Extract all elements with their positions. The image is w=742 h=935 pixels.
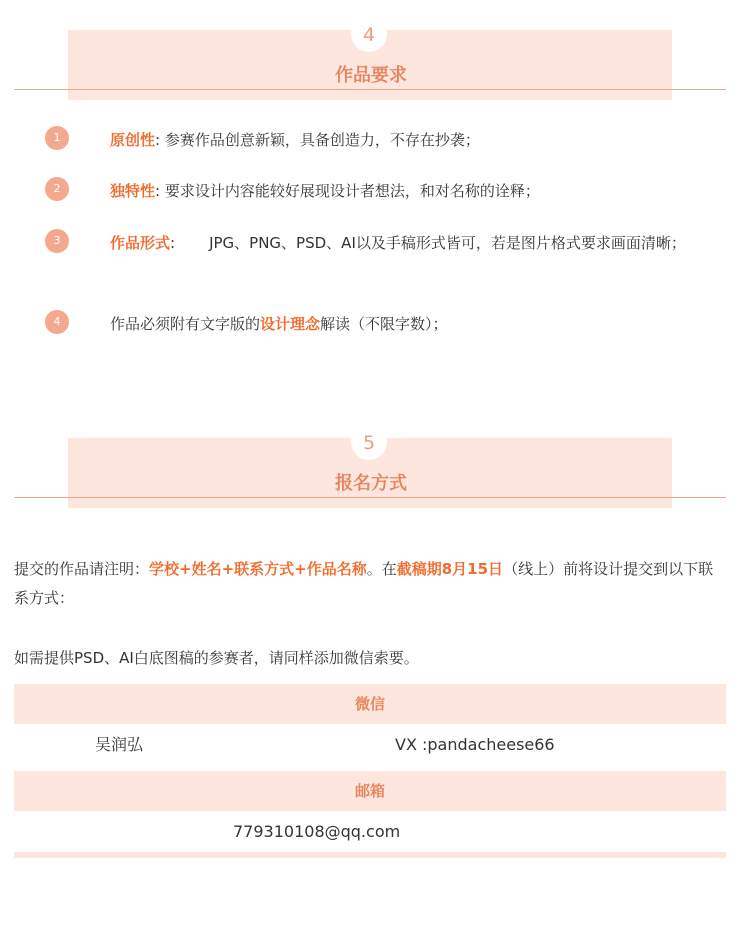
requirement-label: 原创性 [110, 131, 156, 149]
section-5-rule [14, 497, 726, 498]
email-address[interactable]: 779310108@qq.com [233, 822, 401, 841]
requirement-body: 要求设计内容能较好展现设计者想法，和对名称的诠释； [164, 182, 540, 200]
requirement-text [110, 126, 726, 154]
requirement-body: JPG、PNG、PSD、AI以及手稿形式皆可，若是图片格式要求画面清晰； [209, 234, 686, 252]
submission-mid: 。在 [366, 560, 397, 578]
bullet-number: 2 [45, 177, 69, 201]
submission-required-fields: 学校+姓名+联系方式+作品名称 [149, 560, 367, 578]
requirement-body-pre: 作品必须附有文字版的 [110, 315, 261, 333]
requirement-label: 设计理念 [260, 315, 321, 333]
requirement-label: 独特性 [110, 182, 156, 200]
submission-deadline: 截稿期8月15日 [396, 560, 504, 578]
wechat-contact-name: 吴润弘 [95, 735, 144, 754]
bullet-number: 1 [45, 126, 69, 150]
requirement-label: 作品形式 [110, 234, 171, 252]
section-4-title: 作品要求 [335, 65, 407, 86]
submission-instructions [14, 555, 726, 613]
source-file-note: 如需提供PSD、AI白底图稿的参赛者，请同样添加微信索要。 [14, 649, 419, 667]
requirement-body-post: 解读（不限字数）； [320, 315, 448, 333]
section-5-header [0, 432, 742, 518]
wechat-id[interactable]: VX :pandacheese66 [395, 735, 555, 754]
requirement-text [110, 177, 726, 205]
submission-pre: 提交的作品请注明： [14, 560, 150, 578]
section-4-number: 4 [351, 16, 387, 52]
submission-post: （线上）前将设计提交到以下联系方式： [14, 560, 714, 607]
requirement-text [110, 229, 726, 257]
requirement-text [110, 310, 726, 338]
label-separator: : [170, 234, 176, 252]
bullet-number: 4 [45, 310, 69, 334]
email-header: 邮箱 [14, 771, 726, 811]
wechat-header: 微信 [14, 684, 726, 724]
label-separator: : [155, 182, 165, 200]
section-5-number: 5 [351, 424, 387, 460]
label-separator: : [155, 131, 165, 149]
requirement-body: 参赛作品创意新颖，具备创造力，不存在抄袭； [164, 131, 480, 149]
table-bottom-border [14, 852, 726, 858]
section-4-header [0, 24, 742, 110]
section-5-title: 报名方式 [335, 473, 407, 494]
bullet-number: 3 [45, 229, 69, 253]
section-4-rule [14, 89, 726, 90]
